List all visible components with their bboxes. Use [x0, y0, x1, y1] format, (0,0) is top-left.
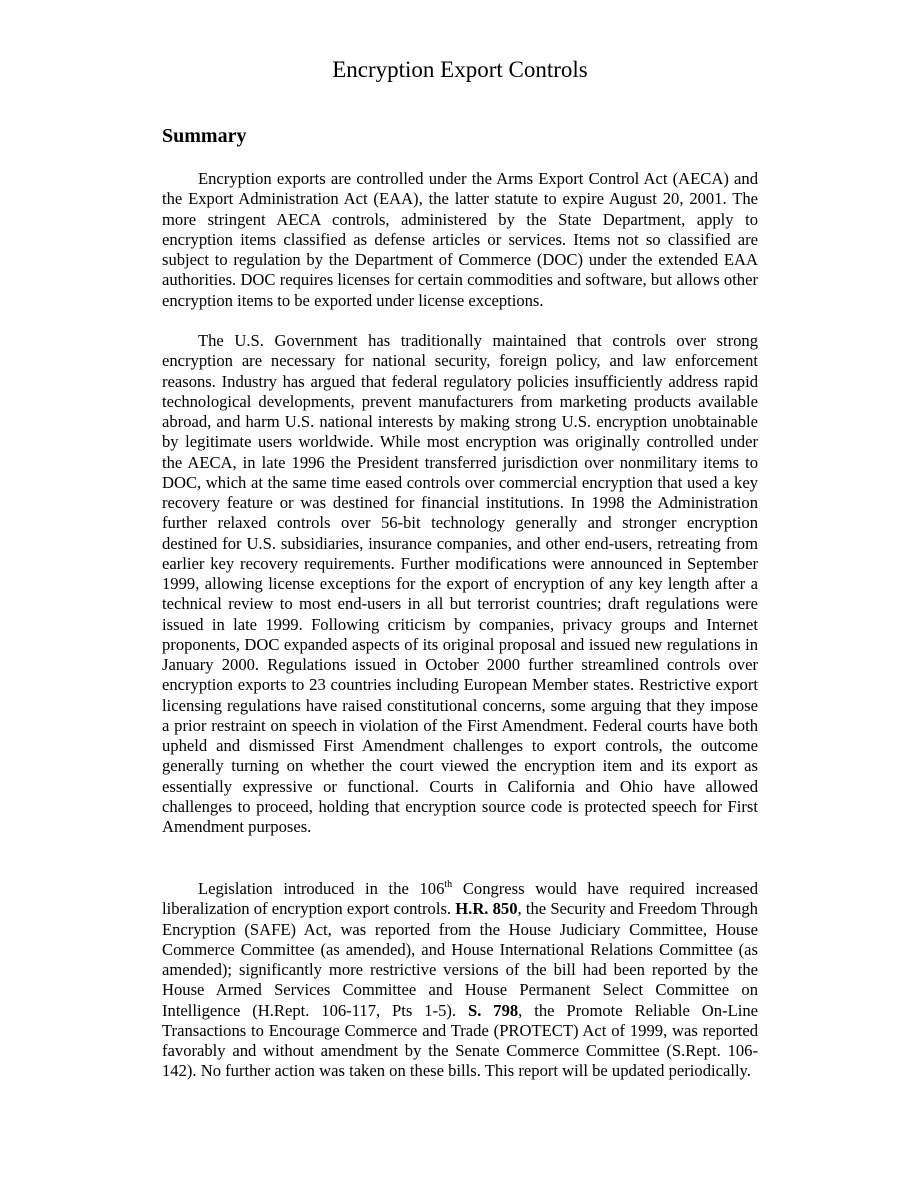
bill-s-798: S. 798	[467, 1000, 519, 1020]
summary-paragraph-1: Encryption exports are controlled under the Arms Export Control Act (AECA) and the Export Administration Act (EAA), the latter statute to expire August 20, 2001. The more stringent AECA controls, administered by the State Department, apply to encryption items classified as defense articles or services. Items not so classified are subject to regulation by the Department of Commerce (DOC) under the extended EAA authorities. DOC requires licenses for certain commodities and software, but allows other encryption items to be exported under license exceptions.	[162, 169, 758, 310]
section-heading-summary: Summary	[162, 125, 247, 147]
paragraph-3-text-safe-act: , the Security and Freedom Through Encryption (SAFE) Act, was reported from the House Judiciary Committee, House Commerce Committee (as amended), and House International Relations Committee (as amended); significantly more restrictive versions of the bill had been reported by the House Armed Services Committee and House Permanent Select Committee on Intelligence (H.Rept. 106-117, Pts 1-5).	[162, 899, 758, 1020]
summary-paragraph-2: The U.S. Government has traditionally maintained that controls over strong encryption are necessary for national security, foreign policy, and law enforcement reasons. Industry has argued that federal regulatory policies insufficiently address rapid technological developments, prevent manufacturers from marketing products available abroad, and harm U.S. national interests by making strong U.S. encryption unobtainable by legitimate users worldwide. While most encryption was originally controlled under the AECA, in late 1996 the President transferred jurisdiction over nonmilitary items to DOC, which at the same time eased controls over commercial encryption that used a key recovery feature or was destined for financial institutions. In 1998 the Administration further relaxed controls over 56-bit technology generally and stronger encryption destined for U.S. subsidiaries, insurance companies, and other end-users, retreating from earlier key recovery requirements. Further modifications were announced in September 1999, allowing license exceptions for the export of encryption of any key length after a technical review to most end-users in all but terrorist countries; draft regulations were issued in late 1999. Following criticism by companies, privacy groups and Internet proponents, DOC expanded aspects of its original proposal and issued new regulations in January 2000. Regulations issued in October 2000 further streamlined controls over encryption exports to 23 countries including European Member states. Restrictive export licensing regulations have raised constitutional concerns, some arguing that they impose a prior restraint on speech in violation of the First Amendment. Federal courts have both upheld and dismissed First Amendment challenges to export controls, the outcome generally turning on whether the court viewed the encryption item and its export as essentially expressive or functional. Courts in California and Ohio have allowed challenges to proceed, holding that encryption source code is protected speech for First Amendment purposes.	[162, 331, 758, 836]
document-title: Encryption Export Controls	[332, 57, 588, 82]
ordinal-superscript: th	[444, 879, 453, 890]
bill-hr-850: H.R. 850	[455, 899, 518, 919]
paragraph-3-text-start: Legislation introduced in the 106	[198, 879, 445, 898]
paragraph-3-text-protect-act: , the Promote Reliable On-Line Transactions to Encourage Commerce and Trade (PROTECT) Act of 1999, was reported favorably and without amendment by the Senate Commerce Committee (S.Rept. 106-142). No further action was taken on these bills. This report will be updated periodically.	[162, 1000, 758, 1081]
summary-paragraph-3	[162, 879, 758, 1082]
paragraph-3-text-congress: Congress would have required increased liberalization of encryption export controls.	[162, 879, 759, 919]
